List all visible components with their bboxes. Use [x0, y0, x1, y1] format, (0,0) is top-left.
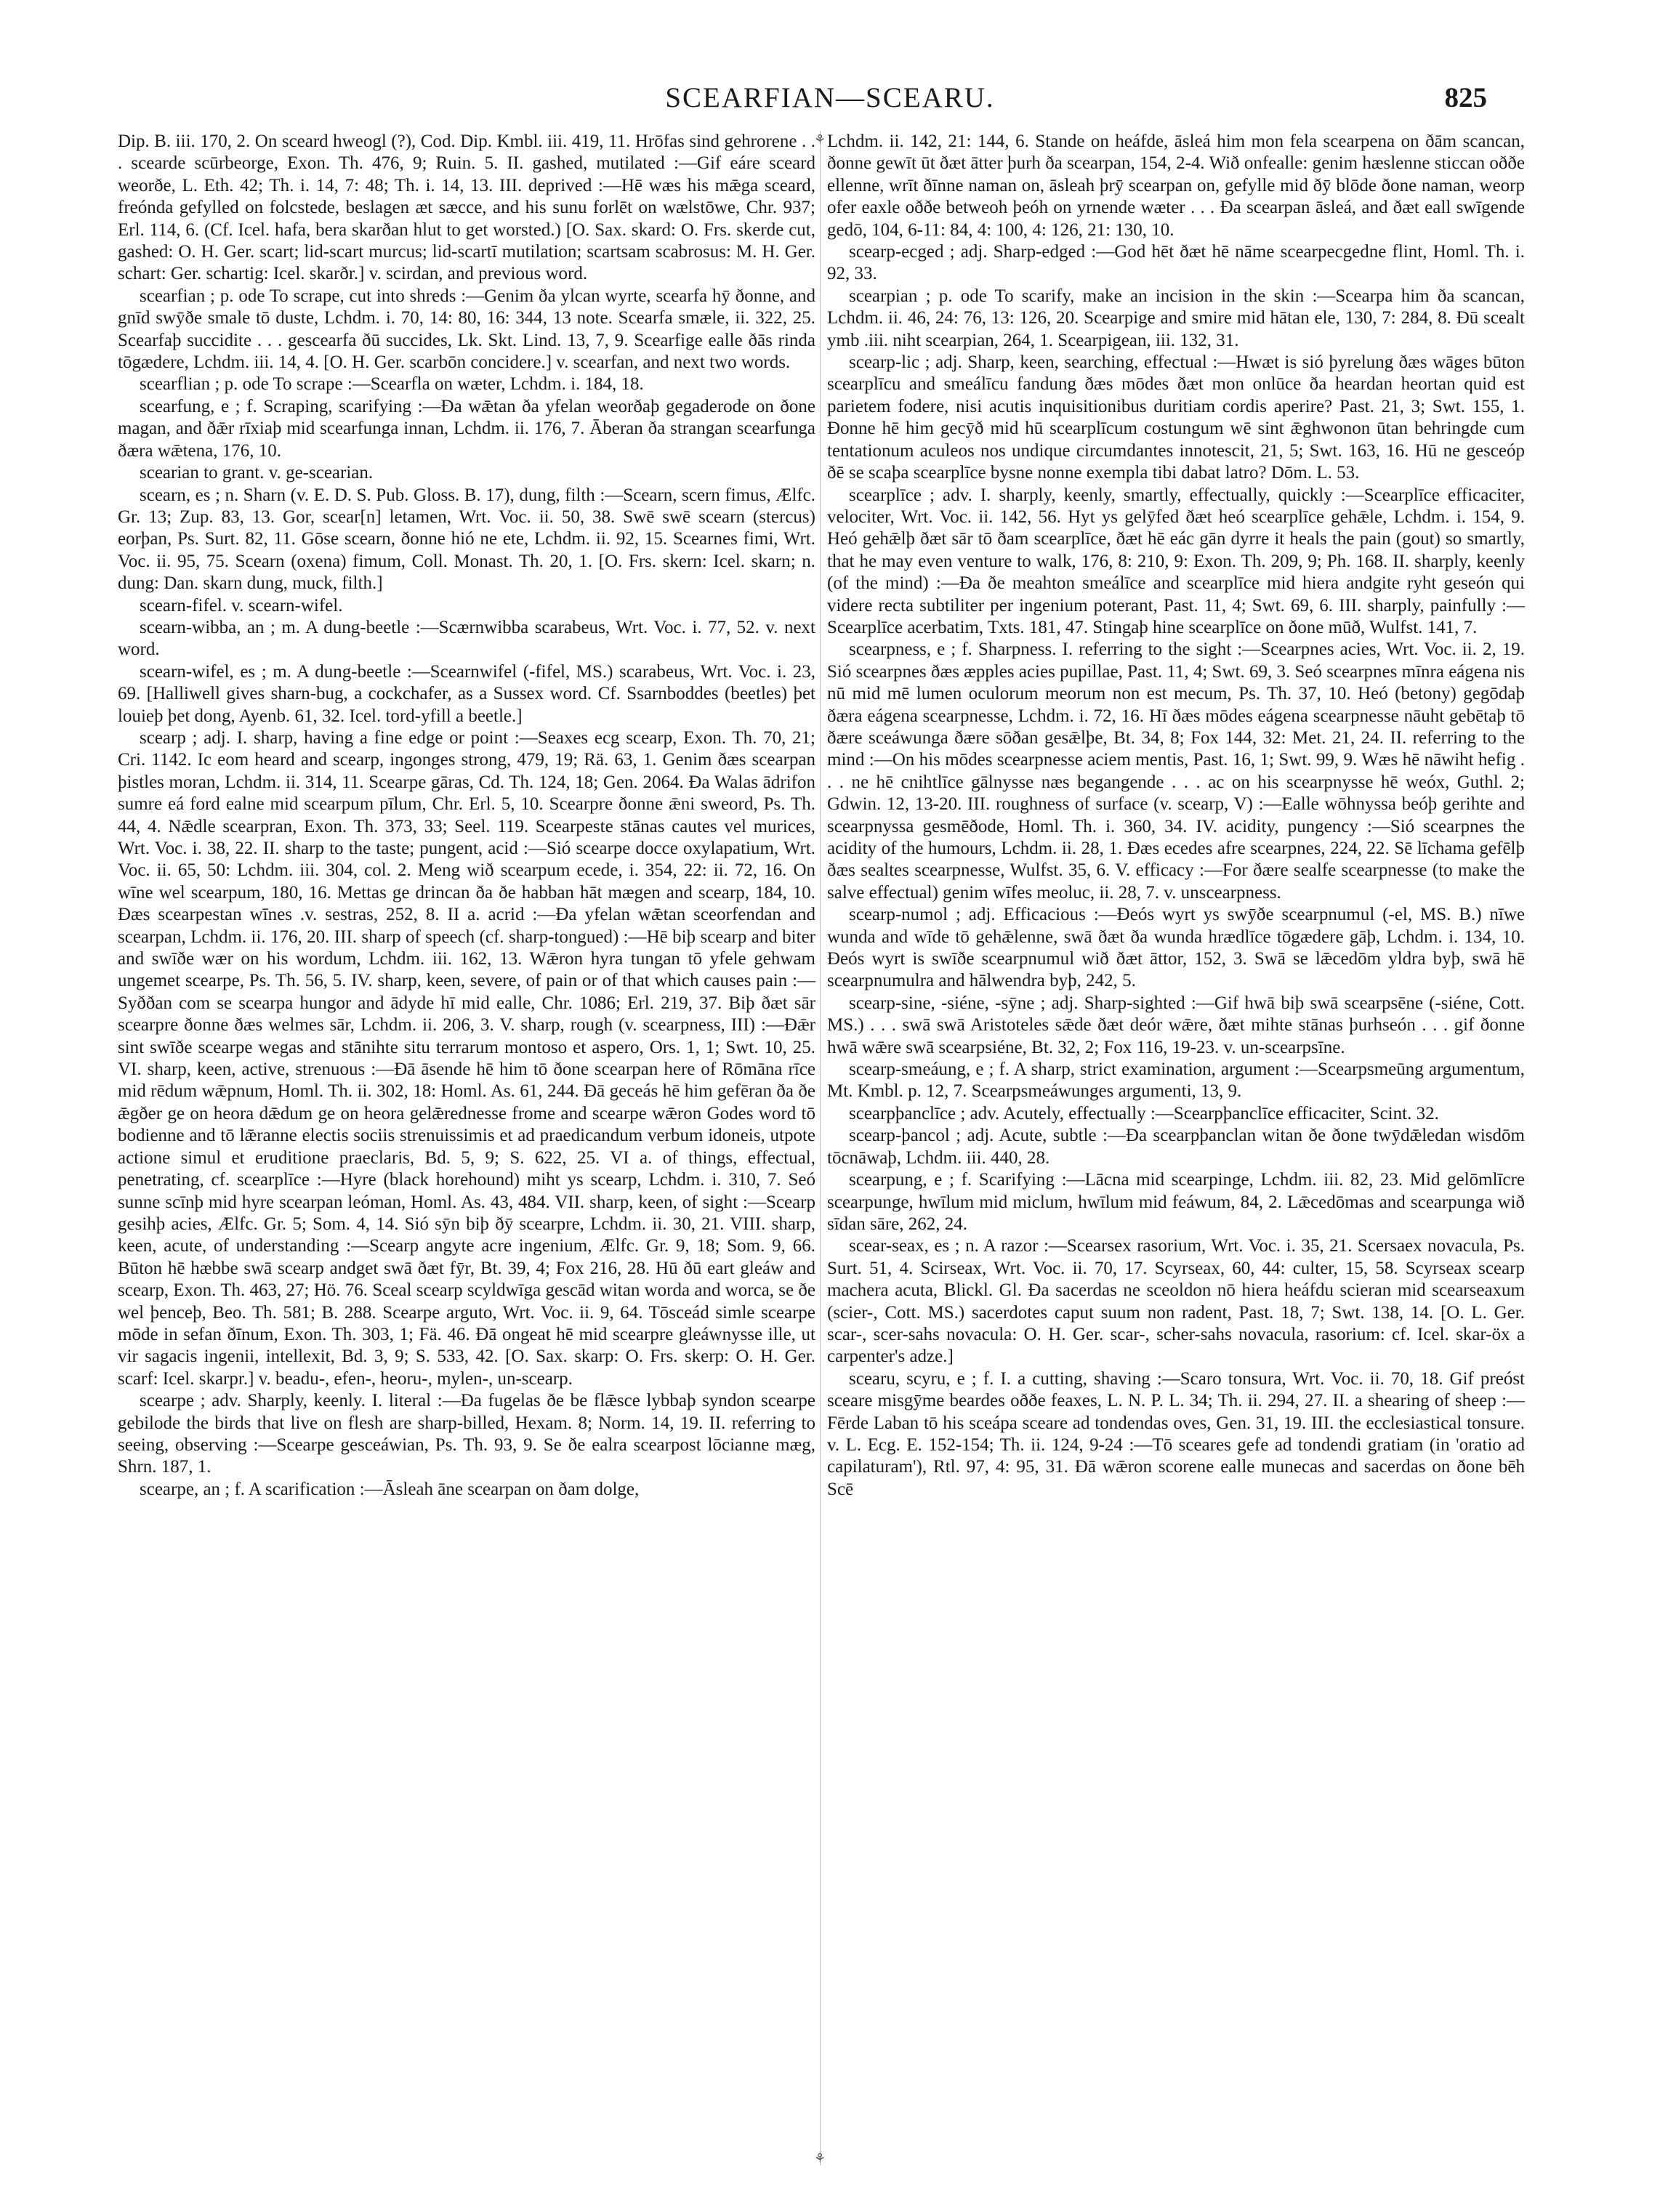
- entry-scearpe-noun: scearpe, an ; f. A scarification :—Āsleah āne scearpan on ðam dolge,: [140, 1479, 640, 1499]
- gutter-ornament-bottom: ⚘: [814, 2151, 826, 2165]
- entry-scearp-sine: scearp-sine, -siéne, -sȳne ; adj. Sharp-sighted :—Gif hwā biþ swā scearpsēne (-siéne, Cott. MS.) . . . swā swā Aristoteles sǣde ðæt deór wǣre, ðæt mihte stānas þurhseón . . . gif ðonne hwā wǣre swā scearpsiéne, Bt. 32, 2; Fox 116, 19-23. v. un-scearpsīne.: [827, 993, 1525, 1057]
- entry-scearpian: scearpian ; p. ode To scarify, make an incision in the skin :—Scearpa him ða scancan, Lchdm. ii. 46, 24: 76, 13: 126, 20. Scearpige and smire mid hātan ele, 130, 7: 284, 8. Ðū scealt ymb .iii. niht scearpian, 264, 1. Scearpigean, iii. 132, 31.: [827, 286, 1525, 350]
- entry-scearp: scearp ; adj. I. sharp, having a fine edge or point :—Seaxes ecg scearp, Exon. Th. 70, 21; Cri. 1142. Ic eom heard and scearp, ingonges strong, 479, 19; Rä. 63, 1. Genim ðæs scearpan þistles moran, Lchdm. ii. 314, 11. Scearpe gāras, Cd. Th. 124, 18; Gen. 2064. Ða Walas ādrifon sumre eá ford ealne mid scearpum pīlum, Chr. Erl. 5, 10. Scearpre ðonne ǣni sweord, Ps. Th. 44, 4. Nǣdle scearpran, Exon. Th. 373, 33; Seel. 119. Scearpeste stānas cautes vel murices, Wrt. Voc. i. 38, 22. II. sharp to the taste; pungent, acid :—Sió scearpe docce oxylapatium, Wrt. Voc. ii. 65, 50: Lchdm. iii. 304, col. 2. Meng wið scearpum ecede, i. 354, 22: ii. 72, 16. On wīne wel scearpum, 180, 16. Mettas ge drincan ða ðe habban hāt mægen and scearp, 184, 10. Ðæs scearpestan wīnes .v. sestras, 252, 8. II a. acrid :—Ða yfelan wǣtan sceorfendan and scearpan, Lchdm. ii. 176, 20. III. sharp of speech (cf. sharp-tongued) :—Hē biþ scearp and biter and swīðe wær on his wordum, Lchdm. iii. 162, 13. Wǣron hyra tungan tō yfele gehwam ungemet scearpe, Ps. Th. 56, 5. IV. sharp, keen, severe, of pain or of that which causes pain :—Syððan com se scearpa hungor and ādyde hī mid ealle, Chr. 1086; Erl. 219, 37. Biþ ðæt sār scearpre ðonne ðæs welmes sār, Lchdm. ii. 206, 3. V. sharp, rough (v. scearpness, III) :—Ðǣr sint swīðe scearpe wegas and stānihte situ terrarum montoso et aspero, Ors. 1, 1; Swt. 10, 25. VI. sharp, keen, active, strenuous :—Ðā āsende hē him tō ðone scearpan here of Rōmāna rīce mid rēdum wǣpnum, Homl. Th. ii. 302, 18: Homl. As. 61, 244. Ðā geceás hē him gefēran ða ðe ǣgðer ge on heora dǣdum ge on heora gelǣrednesse frome and scearpe wǣron Godes word tō bodienne and tō lǣranne electis sociis strenuissimis et ad praedicandum verbum idoneis, utpote actione simul et eruditione praeclaris, Bd. 5, 9; S. 622, 25. VI a. of things, effectual, penetrating, cf. scearplīce :—Hyre (black horehound) miht ys scearp, Lchdm. i. 310, 7. Seó sunne scīnþ mid hyre scearpan leóman, Homl. As. 43, 484. VII. sharp, keen, of sight :—Scearp gesihþ acies, Ælfc. Gr. 5; Som. 4, 14. Sió sȳn biþ ðȳ scearpre, Lchdm. ii. 30, 21. VIII. sharp, keen, acute, of understanding :—Scearp angyte acre ingenium, Ælfc. Gr. 9, 18; Som. 9, 66. Būton hē hæbbe swā scearp andget swā ðæt fȳr, Bt. 39, 4; Fox 216, 28. Hū ðū eart gleáw and scearp, Exon. Th. 463, 27; Hö. 76. Sceal scearp scyldwīga gescād witan worda and worca, se ðe wel þenceþ, Beo. Th. 581; B. 288. Scearpe arguto, Wrt. Voc. ii. 9, 64. Tōsceád simle scearpe mōde in sefan ðīnum, Exon. Th. 303, 1; Fä. 46. Ðā ongeat hē mid scearpre gleáwnysse ille, ut vir sagacis ingenii, intellexit, Bd. 3, 9; S. 533, 42. [O. Sax. skarp: O. Frs. skerp: O. H. Ger. scarf: Icel. skarpr.] v. beadu-, efen-, heoru-, mylen-, un-scearp.: [118, 727, 815, 1389]
- entry-scearp-numol: scearp-numol ; adj. Efficacious :—Ðeós wyrt ys swȳðe scearpnumul (-el, MS. B.) nīwe wunda and wīde tō gehǣlenne, swā ðæt ða wunda hrædlīce tōgædere gāþ, Lchdm. i. 134, 10. Ðeós wyrt is swīðe scearpnumul wið ðæt āttor, 152, 3. Swā se lǣcedōm yldra byþ, swā hē scearpnumulra and hālwendra byþ, 242, 5.: [827, 905, 1525, 991]
- left-column: [118, 131, 815, 1501]
- entry-scearpthanclice: scearpþanclīce ; adv. Acutely, effectually :—Scearpþanclīce efficaciter, Scint. 32.: [849, 1103, 1439, 1123]
- entry-scearpe-adv: scearpe ; adv. Sharply, keenly. I. literal :—Ða fugelas ðe be flǣsce lybbaþ syndon scearpe gebilode the birds that live on flesh are sharp-billed, Hexam. 8; Norm. 14, 19. II. referring to seeing, observing :—Scearpe gesceáwian, Ps. Th. 93, 9. Se ðe ealra scearpost lōcianne mæg, Shrn. 187, 1.: [118, 1391, 815, 1477]
- entry-scearflian: scearflian ; p. ode To scrape :—Scearfla on wæter, Lchdm. i. 184, 18.: [140, 374, 644, 395]
- entry-scearfian: scearfian ; p. ode To scrape, cut into shreds :—Genim ða ylcan wyrte, scearfa hȳ ðonne, and gnīd swȳðe smale tō duste, Lchdm. i. 70, 14: 80, 16: 344, 13 note. Scearfa smæle, ii. 322, 25. Scearfaþ succidite . . . gescearfa ðū succides, Lk. Skt. Lind. 13, 7, 9. Scearfige ealle ðās rinda tōgædere, Lchdm. iii. 14, 4. [O. H. Ger. scarbōn concidere.] v. scearfan, and next two words.: [118, 286, 815, 373]
- entry-scearn: scearn, es ; n. Sharn (v. E. D. S. Pub. Gloss. B. 17), dung, filth :—Scearn, scern fimus, Ælfc. Gr. 13; Zup. 83, 13. Gor, scear[n] letamen, Wrt. Voc. ii. 50, 38. Swē swē scearn (stercus) eorþan, Ps. Surt. 82, 11. Gōse scearn, ðonne hió ne ete, Lchdm. ii. 92, 15. Scearnes fimi, Wrt. Voc. ii. 95, 75. Scearn (oxena) fimum, Coll. Monast. Th. 20, 1. [O. Frs. skern: Icel. skarn; n. dung: Dan. skarn dung, muck, filth.]: [118, 485, 815, 594]
- entry-scearp-smeaung: scearp-smeáung, e ; f. A sharp, strict examination, argument :—Scearpsmeūng argumentum, Mt. Kmbl. p. 12, 7. Scearpsmeáwunges argumenti, 13, 9.: [827, 1059, 1525, 1102]
- entry-scearp-lic: scearp-lic ; adj. Sharp, keen, searching, effectual :—Hwæt is sió þyrelung ðæs wāges būton scearplīcu and smeálīcu fandung ðæs mōdes ðæt mon onlūce ða heardan heortan quid est parietem fodere, nisi acutis inquisitionibus duritiam cordis aperire? Past. 21, 3; Swt. 155, 1. Ðonne hē him gecȳð mid hū scearplīcum costungum wē sint ǣghwonon ūtan behringde cum tentationum aculeos nos undique circumdantes innotescit, 21, 5; Swt. 163, 16. Hū ne gesceóp ðē se scaþa scearplīce bysne nonne exempla tibi dabat latro? Dōm. L. 53.: [827, 352, 1525, 483]
- entry-scearpness: scearpness, e ; f. Sharpness. I. referring to the sight :—Scearpnes acies, Wrt. Voc. ii. 2, 19. Sió scearpnes ðæs æpples acies pupillae, Past. 11, 4; Swt. 69, 3. Seó scearpnes mīnra eágena nis nū mid mē lumen oculorum meorum non est mecum, Ps. Th. 37, 10. Heó (betony) gegōdaþ ðæra eágena scearpnesse, Lchdm. i. 72, 16. Hī ðæs mōdes eágena scearpnesse nāuht gebētaþ tō ðære sceáwunga ðære sōðan gesǣlþe, Bt. 34, 8; Fox 144, 32: Met. 21, 24. II. referring to the mind :—On his mōdes scearpnesse aciem mentis, Past. 16, 1; Swt. 99, 9. Wæs hē nāwiht hefig . . . ne hē cnihtlīce gālnysse næs begangende . . . ac on his scearpnysse hē weóx, Guthl. 2; Gdwin. 12, 13-20. III. roughness of surface (v. scearp, V) :—Ealle wōhnyssa beóþ gerihte and scearpnyssa gesmēðode, Homl. Th. i. 360, 34. IV. acidity, pungency :—Sió scearpnes the acidity of the humours, Lchdm. ii. 28, 1. Ðæs ecedes afre scearpnes, 224, 22. Sē līchama gefēlþ ðæs sealtes scearpnesse, Wulfst. 35, 6. V. efficacy :—For ðære sealfe scearpnesse (to make the salve effectual) genim wīfes meoluc, ii. 28, 7. v. unscearpness.: [827, 639, 1525, 903]
- entry-continuation: Lchdm. ii. 142, 21: 144, 6. Stande on heáfde, āsleá him mon fela scearpena on ðām scancan, ðonne gewīt ūt ðæt ātter þurh ða scearpan, 154, 2-4. Wið onfealle: genim hæslenne sticcan oððe ellenne, wrīt ðīnne naman on, āsleah þrȳ scearpan on, gefylle mid ðȳ blōde ðone naman, weorp ofer eaxle oððe betweoh þeóh on yrnende wæter . . . Ða scearpan āsleá, and ðæt eall swīgende gedō, 104, 6-11: 84, 4: 100, 4: 126, 21: 130, 10.: [827, 132, 1525, 240]
- entry-continuation: Dip. B. iii. 170, 2. On sceard hweogl (?), Cod. Dip. Kmbl. iii. 419, 11. Hrōfas sind gehrorene . . . scearde scūrbeorge, Exon. Th. 476, 9; Ruin. 5. II. gashed, mutilated :—Gif eáre sceard weorðe, L. Eth. 42; Th. i. 14, 7: 48; Th. i. 14, 13. III. deprived :—Hē wæs his mǣga sceard, freónda gefylled on folcstede, beslagen æt sæcce, and his sunu forlēt on wælstōwe, Chr. 937; Erl. 114, 6. (Cf. Icel. hafa, bera skarðan hlut to get worsted.) [O. Sax. skard: O. Frs. skerde cut, gashed: O. H. Ger. scart; lid-scart murcus; lid-scartī mutilation; scartsam scabrosus: M. H. Ger. schart: Ger. schartig: Icel. skarðr.] v. scirdan, and previous word.: [118, 132, 815, 284]
- entry-scearp-thancol: scearp-þancol ; adj. Acute, subtle :—Ða scearpþanclan witan ðe ðone twȳdǣledan wisdōm tōcnāwaþ, Lchdm. iii. 440, 28.: [827, 1126, 1525, 1168]
- entry-scearfung: scearfung, e ; f. Scraping, scarifying :—Ða wǣtan ða yfelan weorðaþ gegaderode on ðone magan, and ðǣr rīxiaþ mid scearfunga innan, Lchdm. ii. 176, 7. Āberan ða strangan scearfunga ðæra wǣtena, 176, 10.: [118, 396, 815, 461]
- column-divider: [820, 131, 821, 2165]
- entry-scearplice: scearplīce ; adv. I. sharply, keenly, smartly, effectually, quickly :—Scearplīce efficaciter, velociter, Wrt. Voc. ii. 142, 56. Hyt ys gelȳfed ðæt heó scearplīce gehǣle, Lchdm. i. 154, 9. Heó gehǣlþ ðæt sār tō ðam scearplīce, ðæt hē eác gān dyrre it heals the pain (gout) so smartly, that he may even venture to walk, 176, 8: 210, 9: Exon. Th. 209, 9; Ph. 168. II. sharply, keenly (of the mind) :—Ða ðe meahton smeálīce and scearplīce mid hiera andgite ryht geseón qui videre recta subtiliter per ingenium poterant, Past. 11, 4; Swt. 69, 6. III. sharply, painfully :—Scearplīce acerbatim, Txts. 181, 47. Stingaþ hine scearplīce on ðone mūð, Wulfst. 141, 7.: [827, 485, 1525, 637]
- entry-scear-seax: scear-seax, es ; n. A razor :—Scearsex rasorium, Wrt. Voc. i. 35, 21. Scersaex novacula, Ps. Surt. 51, 4. Scirseax, Wrt. Voc. ii. 70, 17. Scyrseax, 60, 44: culter, 15, 58. Scyrseax scearp machera acuta, Blickl. Gl. Ða sacerdas ne sceoldon nō hiera heáfdu scieran mid scearseaxum (scier-, Cott. MS.) sacerdotes caput suum non radent, Past. 18, 7; Swt. 138, 14. [O. L. Ger. scar-, scer-sahs novacula: O. H. Ger. scar-, scher-sahs novacula, rasorium: cf. Icel. skar-öx a carpenter's adze.]: [827, 1236, 1525, 1367]
- entry-scearu: scearu, scyru, e ; f. I. a cutting, shaving :—Scaro tonsura, Wrt. Voc. ii. 70, 18. Gif preóst sceare misgȳme beardes oððe feaxes, L. N. P. L. 34; Th. ii. 294, 27. II. a shearing of sheep :—Fērde Laban tō his sceápa sceare ad tondendas oves, Gen. 31, 19. III. the ecclesiastical tonsure. v. L. Ecg. E. 152-154; Th. ii. 124, 9-24 :—Tō sceares gefe ad tondendi gratiam (in 'oratio ad capilaturam'), Rtl. 97, 4: 95, 31. Ðā wǣron scorene ealle munecas and sacerdas on ðone bēh Scē: [827, 1368, 1525, 1499]
- entry-scearian: scearian to grant. v. ge-scearian.: [140, 463, 374, 483]
- page-title: SCEARFIAN—SCEARU.: [665, 82, 995, 113]
- entry-scearp-ecged: scearp-ecged ; adj. Sharp-edged :—God hēt ðæt hē nāme scearpecgedne flint, Homl. Th. i. 92, 33.: [827, 242, 1525, 284]
- gutter-ornament-top: ⚘: [814, 132, 826, 147]
- entry-scearn-wibba: scearn-wibba, an ; m. A dung-beetle :—Scærnwibba scarabeus, Wrt. Voc. i. 77, 52. v. next word.: [118, 617, 815, 660]
- running-head: [0, 81, 1660, 125]
- entry-scearn-wifel: scearn-wifel, es ; m. A dung-beetle :—Scearnwifel (-fifel, MS.) scarabeus, Wrt. Voc. i. 23, 69. [Halliwell gives sharn-bug, a cockchafer, as a Sussex word. Cf. Ssarnboddes (beetles) þet louieþ þet dong, Ayenb. 61, 32. Icel. tord-yfill a beetle.]: [118, 661, 815, 726]
- entry-scearn-fifel: scearn-fifel. v. scearn-wifel.: [140, 595, 343, 615]
- entry-scearpung: scearpung, e ; f. Scarifying :—Lācna mid scearpinge, Lchdm. iii. 82, 23. Mid gelōmlīcre scearpunge, hwīlum mid miclum, hwīlum mid feáwum, 84, 2. Lǣcedōmas and scearpunga wið sīdan sāre, 262, 24.: [827, 1170, 1525, 1234]
- right-column: [827, 131, 1525, 1501]
- page-number: 825: [1444, 82, 1487, 113]
